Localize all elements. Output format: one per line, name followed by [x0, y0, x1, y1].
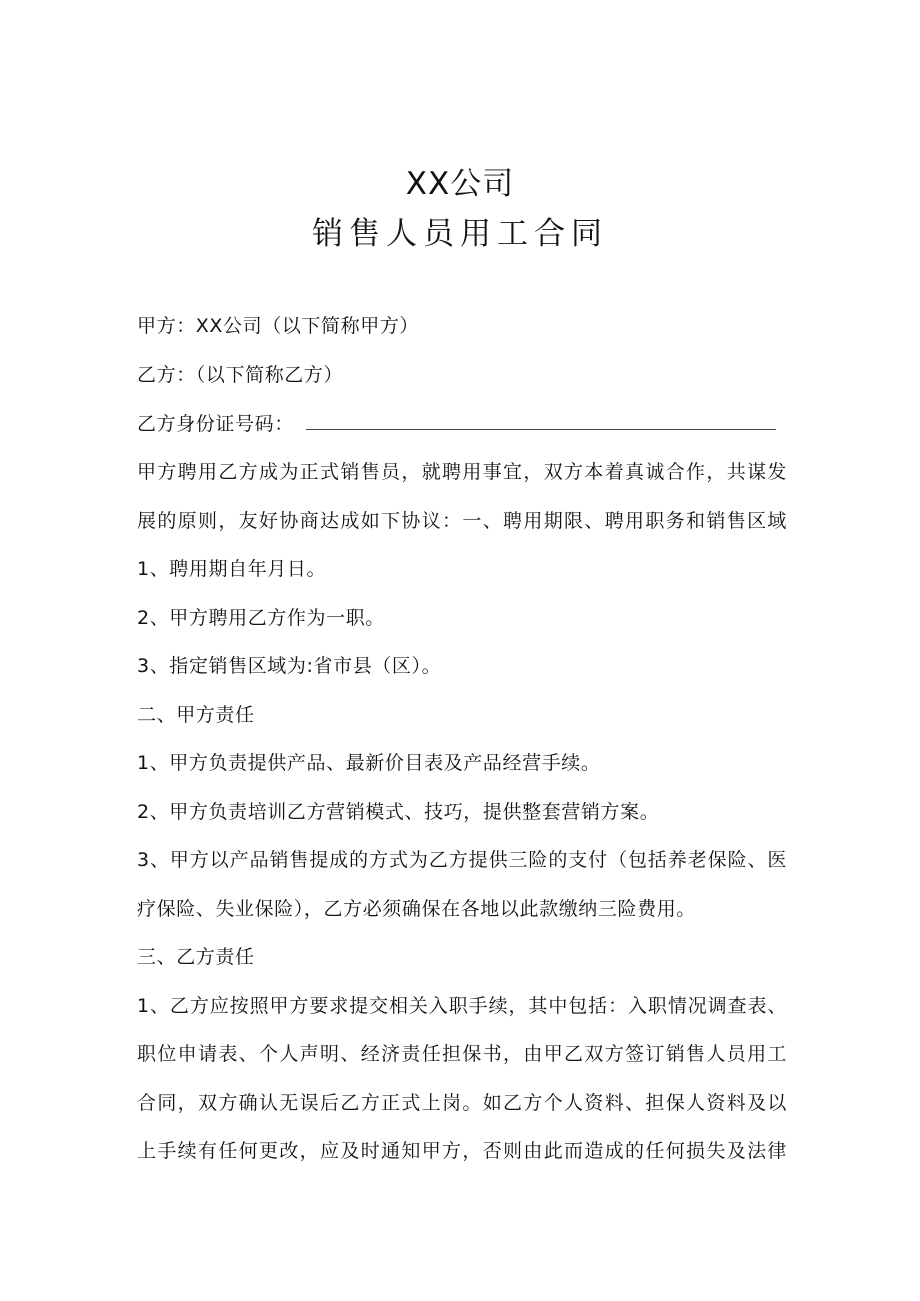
body-line: 甲方聘用乙方成为正式销售员，就聘用事宜，双方本着真诚合作，共谋发: [137, 461, 787, 483]
id-number-blank: [306, 411, 776, 430]
party-a-line: 甲方：XX公司（以下简称甲方）: [137, 315, 420, 337]
body-line: 2、甲方聘用乙方作为一职。: [137, 607, 385, 629]
body-line: 1、聘用期自年月日。: [137, 558, 327, 580]
body-line: 合同，双方确认无误后乙方正式上岗。如乙方个人资料、担保人资料及以: [137, 1092, 787, 1114]
body-line: 展的原则，友好协商达成如下协议：一、聘用期限、聘用职务和销售区域: [137, 510, 787, 532]
body-line: 1、甲方负责提供产品、最新价目表及产品经营手续。: [137, 752, 601, 774]
section-heading: 三、乙方责任: [137, 946, 255, 968]
body-line: 1、乙方应按照甲方要求提交相关入职手续，其中包括：入职情况调查表、: [137, 995, 787, 1017]
id-number-label: 乙方身份证号码：: [137, 413, 294, 435]
body-line: 疗保险、失业保险），乙方必须确保在各地以此款缴纳三险费用。: [137, 898, 696, 920]
id-number-line: [137, 410, 787, 438]
body-line: 3、指定销售区域为:省市县（区）。: [137, 655, 442, 677]
body-line: 2、甲方负责培训乙方营销模式、技巧，提供整套营销方案。: [137, 801, 660, 823]
body-line: 职位申请表、个人声明、经济责任担保书，由甲乙双方签订销售人员用工: [137, 1043, 787, 1065]
company-title: XX公司: [405, 166, 515, 202]
body-line: 上手续有任何更改，应及时通知甲方，否则由此而造成的任何损失及法律: [137, 1140, 787, 1162]
party-b-line: 乙方：（以下简称乙方）: [137, 364, 344, 386]
section-heading: 二、甲方责任: [137, 704, 255, 726]
body-line: 3、甲方以产品销售提成的方式为乙方提供三险的支付（包括养老保险、医: [137, 849, 787, 871]
contract-title: 销售人员用工合同: [312, 216, 608, 252]
